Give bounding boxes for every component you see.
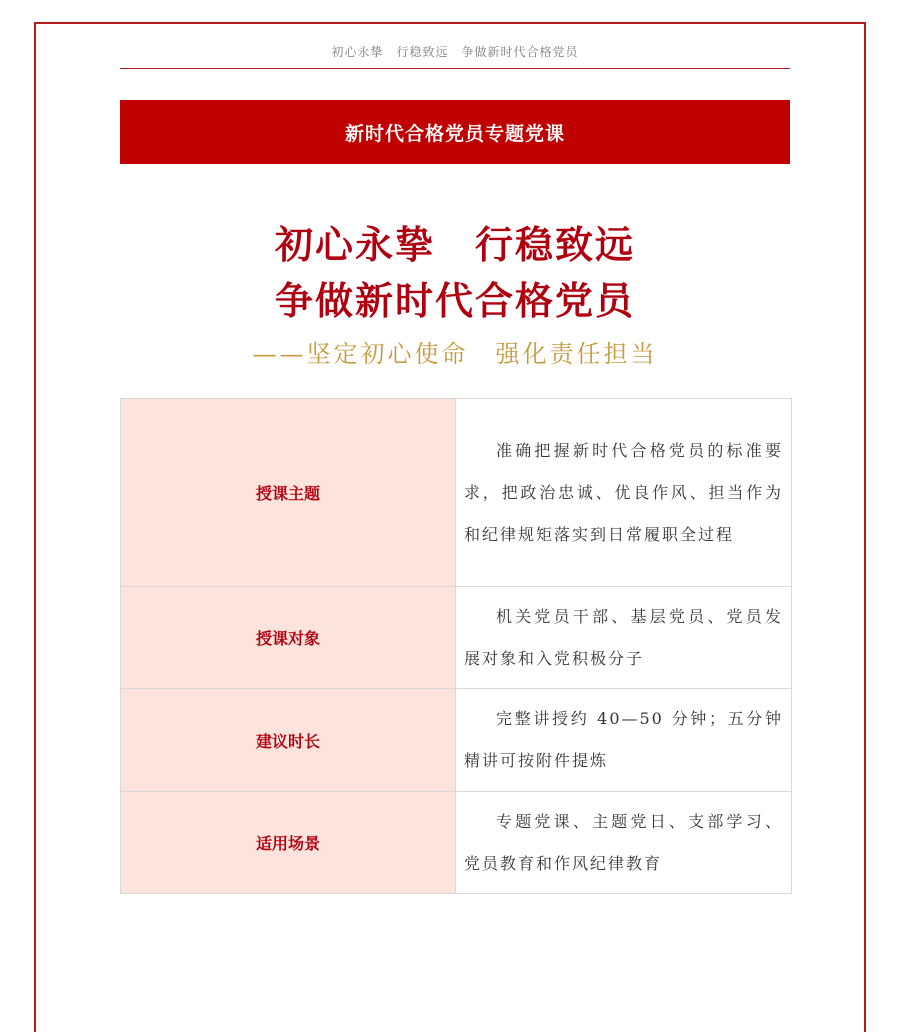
main-title-line-1: 初心永挚 行稳致远 [274,223,635,267]
table-row [121,587,792,689]
row-label-topic: 授课主题 [121,399,456,587]
row-label-scenario: 适用场景 [121,792,456,894]
row-value-audience: 机关党员干部、基层党员、党员发展对象和入党积极分子 [456,587,792,689]
row-label-duration: 建议时长 [121,689,456,792]
table-row [121,689,792,792]
row-value-topic: 准确把握新时代合格党员的标准要求，把政治忠诚、优良作风、担当作为和纪律规矩落实到日常履职全过程 [456,399,792,587]
row-label-audience: 授课对象 [121,587,456,689]
header-slogan: 初心永挚 行稳致远 争做新时代合格党员 [331,45,579,59]
subtitle: ——坚定初心使命 强化责任担当 [252,340,658,368]
table-row [121,792,792,894]
banner-title: 新时代合格党员专题党课 [344,122,565,145]
header-divider [120,68,790,69]
info-table [120,398,792,894]
banner [120,100,790,164]
row-value-scenario: 专题党课、主题党日、支部学习、党员教育和作风纪律教育 [456,792,792,894]
row-value-duration: 完整讲授约 40—50 分钟；五分钟精讲可按附件提炼 [456,689,792,792]
main-title-line-2: 争做新时代合格党员 [274,279,635,323]
table-row [121,399,792,587]
